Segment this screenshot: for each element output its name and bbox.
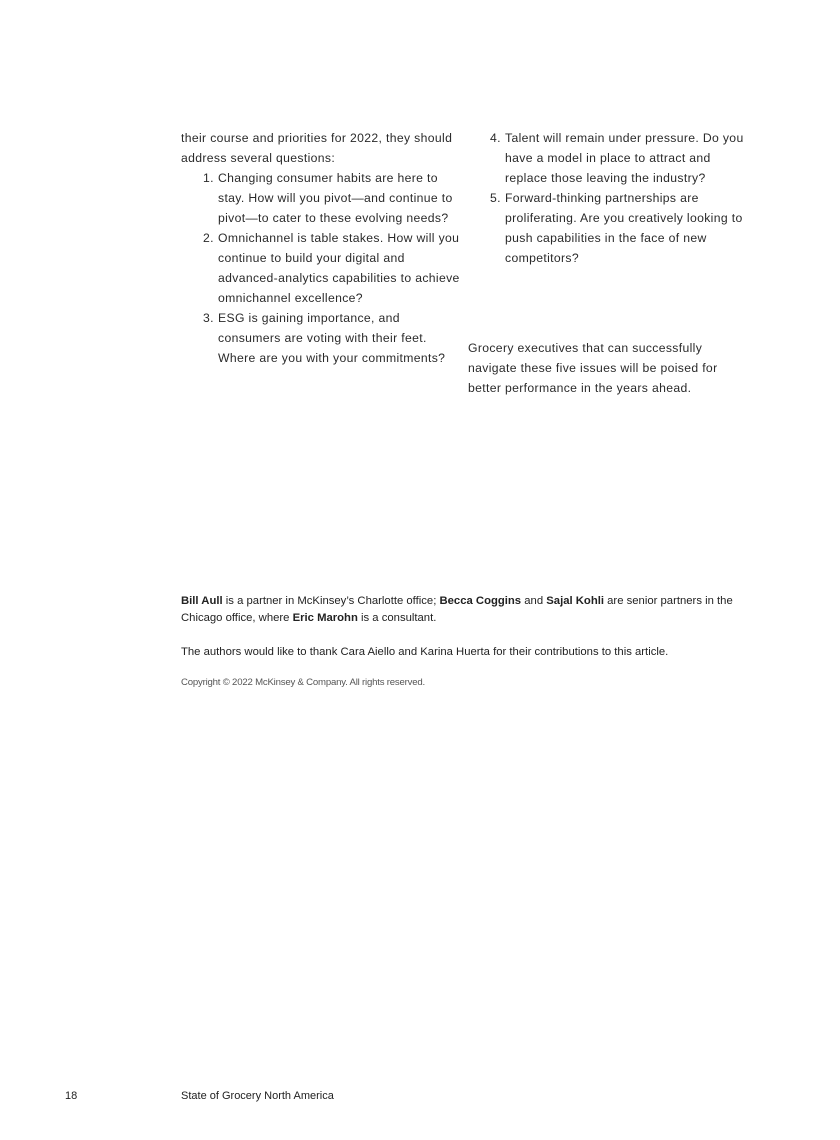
author-bio [181,593,741,627]
question-list-right [468,128,750,268]
list-item-text: Talent will remain under pressure. Do you have a model in place to attract and replace those leaving the industry? [505,131,744,185]
list-item-text: Changing consumer habits are here to stay. How will you pivot—and continue to pivot—to cater to these evolving needs? [218,171,453,225]
list-number: 5. [490,191,501,205]
list-item [181,168,461,228]
bio-text: is a partner in McKinsey’s Charlotte office; [222,595,440,607]
bio-text: and [521,595,547,607]
left-column [181,128,461,368]
publication-title: State of Grocery North America [181,1090,334,1102]
list-item-text: ESG is gaining importance, and consumers are voting with their feet. Where are you with your commitments? [218,311,446,365]
author-name: Bill Aull [181,595,223,607]
right-column [468,128,750,395]
list-number: 3. [203,311,214,325]
page-number: 18 [65,1090,78,1102]
list-item-text: Omnichannel is table stakes. How will you continue to build your digital and advanced-analytics capabilities to achieve omnichannel excellence? [218,231,460,305]
question-list-left [181,168,461,368]
list-item [181,228,461,308]
list-item-text: Forward-thinking partnerships are proliferating. Are you creatively looking to push capabilities in the face of new competitors? [505,191,743,265]
author-bio-section [181,593,741,661]
list-number: 2. [203,231,214,245]
list-item [468,188,750,268]
list-number: 4. [490,131,501,145]
bio-text: are senior partners in the Chicago office, where [181,595,733,624]
acknowledgment: The authors would like to thank Cara Aiello and Karina Huerta for their contributions to this article. [181,646,669,658]
list-item [181,308,461,368]
copyright-notice: Copyright © 2022 McKinsey & Company. All rights reserved. [181,677,425,688]
closing-paragraph: Grocery executives that can successfully navigate these five issues will be poised for better performance in the years ahead. [468,341,718,395]
list-item [468,128,750,188]
bio-text: is a consultant. [357,612,437,624]
list-number: 1. [203,171,214,185]
author-name: Sajal Kohli [546,595,605,607]
intro-paragraph: their course and priorities for 2022, they should address several questions: [181,131,453,165]
author-name: Eric Marohn [292,612,358,624]
author-name: Becca Coggins [439,595,522,607]
